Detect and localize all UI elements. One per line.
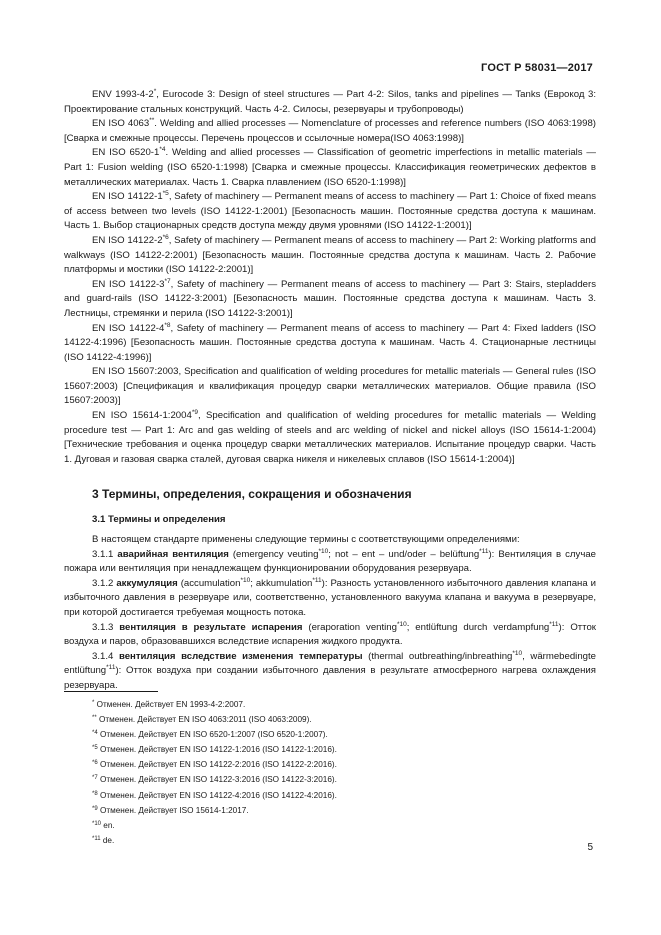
footnote-mark: *8 (164, 321, 171, 329)
term-definition (64, 621, 596, 650)
term-translation: (thermal outbreathing/inbreathing (362, 650, 513, 662)
reference-code: ENV 1993-4-2 (92, 89, 154, 100)
section-intro: В настоящем стандарте применены следующие термины с соответствующими определениями: (92, 534, 520, 546)
footnote (92, 833, 592, 848)
footnote-mark: *4 (92, 730, 98, 737)
reference-code: EN ISO 14122-3 (92, 278, 165, 290)
footnote (92, 742, 592, 757)
reference-entry (64, 88, 596, 117)
footnote-text: Отменен. Действует EN ISO 14122-2:2016 (ISO 14122-2:2016). (97, 760, 337, 770)
footnote-separator (64, 691, 158, 692)
reference-description: , Safety of machinery — Permanent means of access to machinery — Part 2: Working platforms and walkways (ISO 14122-2:2001) [Безопасность машин. Постоянные средства доступа к машинам. Часть 2. Рабочие платформы и мостики (ISO 14122-2:2001)] (64, 234, 596, 276)
main-content (64, 88, 596, 694)
term-definition (64, 577, 596, 621)
term-translation: ; akkumulation (250, 577, 313, 589)
reference-description: , Safety of machinery — Permanent means of access to machinery — Part 3: Stairs, stepladders and guard-rails (ISO 14122-3:2001) [Безопасность машин. Постоянные средства доступа к машинам. Часть 3. Лестницы, стремянки и перила (ISO 14122-3:2001)] (64, 278, 596, 319)
reference-description: , Safety of machinery — Permanent means of access to machinery — Part 4: Fixed ladders (ISO 14122-4:1996) [Безопасность машин. Постоянные средства доступа к машинам. Часть 4. Стационарные лестницы (ISO 14122-4:1996)] (64, 322, 596, 363)
footnote-mark: ** (92, 715, 97, 722)
footnote (92, 803, 592, 818)
footnote-text: Отменен. Действует EN ISO 4063:2011 (ISO 4063:2009). (96, 715, 312, 725)
footnote-mark: *8 (92, 790, 98, 797)
term-translation: (accumulation (177, 577, 241, 589)
reference-code: EN ISO 14122-2 (92, 234, 163, 246)
term-number: 3.1.1 (92, 548, 118, 560)
page-number: 5 (587, 842, 593, 853)
reference-description: , Eurocode 3: Design of steel structures — Part 4-2: Silos, tanks and pipelines — Tanks (Еврокод 3: Проектирование стальных конструкций. Часть 4-2. Силосы, резервуары и трубопроводы) (64, 89, 597, 115)
footnote-mark: *11 (312, 576, 322, 584)
footnote (92, 818, 592, 833)
term-definition-text: ): Вентиляция в случае пожара или вентиляция при ненадлежащем функционировании оборудования резервуара. (64, 548, 596, 575)
footnote (92, 757, 592, 772)
footnote-mark: *6 (92, 760, 98, 767)
footnotes (92, 697, 592, 848)
reference-entry (64, 409, 596, 467)
reference-code: EN ISO 6520-1 (92, 147, 160, 159)
term-name: аварийная вентиляция (117, 548, 229, 560)
footnote-text: Отменен. Действует EN ISO 6520-1:2007 (ISO 6520-1:2007). (97, 730, 328, 740)
footnote (92, 788, 592, 803)
footnote-mark: ** (149, 117, 155, 125)
footnote-mark: *7 (164, 277, 171, 285)
footnote-text: en. (101, 820, 115, 830)
term-name: вентиляция в результате испарения (119, 621, 303, 633)
footnote-mark: *10 (240, 576, 251, 584)
reference-entry (64, 190, 596, 234)
reference-entry (64, 278, 596, 322)
footnote-mark: *11 (92, 835, 101, 842)
reference-description: , Safety of machinery — Permanent means of access to machinery — Part 1: Choice of fixed means of access between two levels (ISO 14122-1:2001) [Безопасность машин. Постоянные средства доступа к машинам. Часть 1. Выбор стационарных средств доступа между двумя уровнями (ISO 14122-1:2001)] (64, 191, 596, 232)
footnote-mark: *9 (92, 805, 98, 812)
footnote (92, 772, 592, 787)
term-definition (64, 548, 596, 577)
footnote-mark: *10 (512, 649, 523, 657)
footnote-mark: *10 (396, 620, 407, 628)
reference-entry (64, 117, 596, 146)
footnote-mark: *11 (106, 664, 116, 672)
term-name: вентиляция вследствие изменения температуры (118, 650, 363, 662)
reference-entry (64, 146, 596, 190)
section-title: 3 Термины, определения, сокращения и обозначения (92, 487, 412, 502)
term-number: 3.1.4 (92, 650, 119, 662)
footnote-mark: *11 (479, 547, 489, 555)
footnote-mark: *11 (549, 620, 559, 628)
term-name: аккумуляция (116, 577, 178, 589)
reference-description: , Specification and qualification of welding procedures for metallic materials — General rules (ISO 15607:2003) [Спецификация и квалификация процедур сварки металлических материалов. Общие правила (ISO 15607:2003)] (64, 366, 596, 407)
term-translation: ; entlüftung durch verdampfung (406, 621, 550, 633)
footnote-mark: *5 (162, 190, 169, 198)
footnote-mark: * (153, 88, 157, 95)
term-translation: , wärmebedingte entlüftung (64, 650, 596, 677)
footnote-text: Отменен. Действует ISO 15614-1:2017. (97, 805, 249, 815)
reference-entry (64, 322, 596, 366)
footnote (92, 712, 592, 727)
footnote-mark: *10 (318, 547, 329, 555)
term-definition (64, 650, 596, 694)
footnote-text: de. (100, 835, 115, 845)
subsection-title: 3.1 Термины и определения (92, 514, 226, 526)
footnote-text: Отменен. Действует EN ISO 14122-3:2016 (ISO 14122-3:2016). (97, 775, 337, 785)
reference-code: EN ISO 15607:2003 (92, 366, 179, 378)
footnote-mark: * (92, 700, 95, 706)
footnote-mark: *10 (92, 820, 102, 827)
footnote-text: Отменен. Действует EN ISO 14122-4:2016 (ISO 14122-4:2016). (97, 790, 337, 800)
reference-entry (64, 365, 596, 409)
reference-code: EN ISO 4063 (92, 118, 150, 130)
term-number: 3.1.2 (92, 577, 117, 589)
reference-entry (64, 234, 596, 278)
document-code-header: ГОСТ Р 58031—2017 (481, 62, 593, 74)
term-translation: (emergency veuting (228, 548, 319, 560)
term-translation: (eraporation venting (302, 621, 397, 633)
term-definition-text: ): Отток воздуха при создании избыточного давления в результате атмосферного нагрева охлаждения резервуара. (64, 665, 596, 691)
footnote-text: Отменен. Действует EN 1993-4-2:2007. (94, 700, 246, 709)
term-definition-text: ): Отток воздуха и паров, образовавшихся вследствие испарения жидкого продукта. (64, 621, 596, 648)
reference-description: . Welding and allied processes — Nomenclature of processes and reference numbers (ISO 4063:1998) [Сварка и смежные процессы. Перечень процессов и ссылочные номера(ISO 4063:1998)] (64, 118, 596, 144)
footnote-mark: *4 (159, 146, 166, 154)
footnote-text: Отменен. Действует EN ISO 14122-1:2016 (ISO 14122-1:2016). (97, 745, 337, 755)
term-number: 3.1.3 (92, 621, 120, 633)
footnote-mark: *5 (92, 745, 98, 752)
footnote-mark: *7 (92, 775, 98, 782)
footnote (92, 727, 592, 742)
term-definition-text: ): Разность установленного избыточного давления клапана и избыточного давления в резервуаре или, соответственно, установленного вакуума клапана и вакуума в резервуаре, при которой достигается требуемая мощность потока. (64, 577, 597, 618)
reference-description: . Welding and allied processes — Classification of geometric imperfections in metallic materials — Part 1: Fusion welding (ISO 6520-1:1998) [Сварка и смежные процессы. Классификация геометрических дефектов в металлических материалах. Часть 1. Сварка плавлением (ISO 6520-1:1998)] (64, 147, 596, 188)
footnote (92, 697, 592, 712)
reference-code: EN ISO 14122-4 (92, 322, 165, 334)
reference-code: EN ISO 14122-1 (92, 191, 163, 203)
footnote-mark: *6 (162, 233, 169, 241)
reference-description: , Specification and qualification of welding procedures for metallic materials — Welding procedure test — Part 1: Arc and gas welding of steels and arc welding of nickel and nickel alloys (ISO 15614-1:2004) [Технические требования и оценка процедур сварки металлических материалов. Испытание процедур сварки. Часть 1. Дуговая и газовая сварка сталей, дуговая сварка никеля и никелевых сплавов (ISO 15614-1:2004)] (64, 410, 596, 465)
term-translation: ; not – ent – und/oder – belüftung (328, 548, 480, 560)
footnote-mark: *9 (191, 409, 198, 417)
reference-code: EN ISO 15614-1:2004 (92, 410, 192, 422)
